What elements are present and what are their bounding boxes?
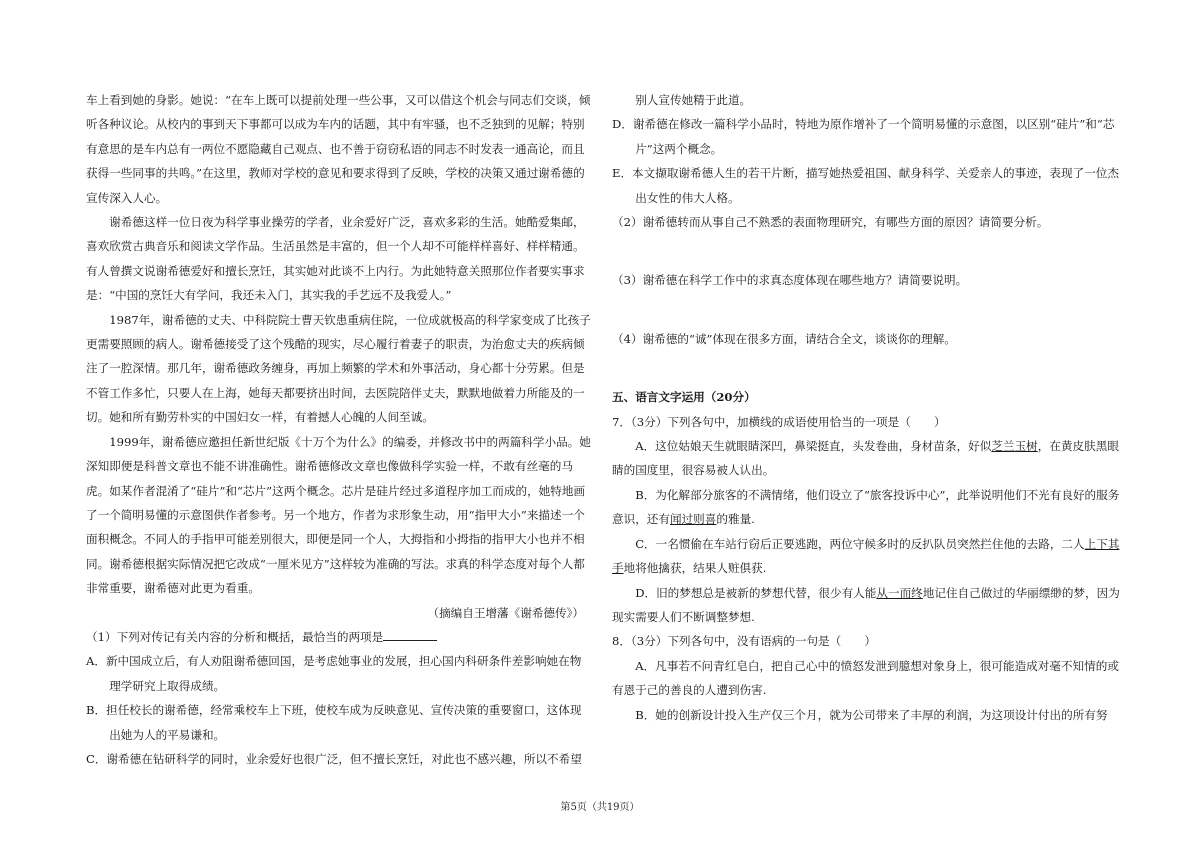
question-3: （3）谢希德在科学工作中的求真态度体现在哪些地方？请简要说明。 <box>612 273 968 288</box>
question-1-text: （1）下列对传记有关内容的分析和概括，最恰当的两项是 <box>86 629 384 644</box>
option-c: C．谢希德在钻研科学的同时，业余爱好也很广泛，但不擅长烹饪，对此也不感兴趣，所以不希望 <box>86 751 582 766</box>
right-column <box>612 88 1128 727</box>
answer-blank[interactable] <box>383 626 437 641</box>
answer-space <box>612 234 1128 268</box>
answer-space <box>612 351 1128 385</box>
option-e: E．本文撷取谢希德人生的若干片断，描写她热爱祖国、献身科学、关爱亲人的事迹，表现了一位杰出女性的伟大人格。 <box>612 166 1119 205</box>
q8-option-a: A．凡事若不问青红皂白，把自己心中的愤怒发泄到臆想对象身上，很可能造成对毫不知情的或有恩于己的善良的人遭到伤害. <box>612 658 1119 698</box>
q7-option-d-text-end: 地记住自己做过的华丽缥缈的梦，因为现实需要人们不断调整梦想. <box>612 585 1120 624</box>
q7-option-c <box>612 532 1128 581</box>
q7-option-a-text-end: ，在黄皮肤黑眼睛的国度里，很容易被人认出。 <box>612 439 1119 478</box>
paragraph: 车上看到她的身影。她说：“在车上既可以提前处理一些公事，又可以借这个机会与同志们交谈，倾听各种议论。从校内的事到天下事都可以成为车内的话题，其中有牢骚，也不乏独到的见解；特别有意思的是车内总有一两位不愿隐藏自己观点、也不善于窃窃私语的同志不时发表一通高论，而且获得一些同事的共鸣。”在这里，教师对学校的意见和要求得到了反映，学校的决策又通过谢希德的宣传深入人心。 <box>86 93 591 205</box>
question-2: （2）谢希德转而从事自己不熟悉的表面物理研究，有哪些方面的原因？请简要分析。 <box>612 215 1049 230</box>
q7-option-c-text: C．一名惯偷在车站行窃后正要逃跑，两位守候多时的反扒队员突然拦住他的去路，二人 <box>635 536 1085 551</box>
underlined-idiom: 芝兰玉树 <box>991 439 1038 454</box>
question-7-stem: 7．（3分）下列各句中，加横线的成语使用恰当的一项是（ ） <box>612 414 946 429</box>
answer-space <box>612 293 1128 327</box>
underlined-idiom: 上下其手 <box>612 536 1120 576</box>
paragraph: 1999年，谢希德应邀担任新世纪版《十万个为什么》的编委，并修改书中的两篇科学小品。她深知即便是科普文章也不能不讲准确性。谢希德修改文章也像做科学实验一样，不敢有丝毫的马虎。如某作者混淆了“硅片”和“芯片”这两个概念。芯片是硅片经过多道程序加工而成的，她特地画了一个简明易懂的示意图供作者参考。另一个地方，作者为求形象生动，用“指甲大小”来描述一个面积概念。不同人的手指甲可能差别很大，即便是同一个人，大拇指和小拇指的指甲大小也并不相同。谢希德根据实际情况把它改成“一厘米见方”这样较为准确的写法。求真的科学态度对每个人都非常重要，谢希德对此更为看重。 <box>86 434 591 596</box>
q7-option-a <box>612 434 1128 483</box>
left-column <box>86 88 592 771</box>
q7-option-d-text: D．旧的梦想总是被新的梦想代替，很少有人能 <box>635 585 877 600</box>
option-d: D．谢希德在修改一篇科学小品时，特地为原作增补了一个简明易懂的示意图，以区别“硅片”和“芯片”这两个概念。 <box>612 117 1115 156</box>
page-footer: 第5页（共19页） <box>560 802 640 813</box>
underlined-idiom: 从一而终 <box>876 585 923 600</box>
paragraph: 1987年，谢希德的丈夫、中科院院士曹天钦患重病住院，一位成就极高的科学家变成了比孩子更需要照顾的病人。谢希德接受了这个残酷的现实，尽心履行着妻子的职责，为治愈丈夫的疾病倾注了一腔深情。那几年，谢希德政务缠身，再加上频繁的学术和外事活动，身心都十分劳累。但是不管工作多忙，只要人在上海，她每天都要挤出时间，去医院陪伴丈夫，默默地做着力所能及的一切。她和所有勤劳朴实的中国妇女一样，有着撼人心魄的人间至诚。 <box>86 312 591 425</box>
section-heading: 五、语言文字运用（20分） <box>612 390 756 405</box>
q7-option-b-text-end: 的雅量. <box>716 512 755 527</box>
q7-option-b <box>612 483 1128 532</box>
q7-option-c-text-end: 地将他擒获，结果人赃俱获. <box>623 561 767 576</box>
q7-option-b-text: B．为化解部分旅客的不满情绪，他们设立了“旅客投诉中心”，此举说明他们不光有良好的服务意识，还有 <box>612 487 1120 527</box>
underlined-idiom: 闻过则喜 <box>669 512 717 527</box>
question-8-stem: 8．（3分）下列各句中，没有语病的一句是（ ） <box>612 634 877 649</box>
paragraph: 谢希德这样一位日夜为科学事业操劳的学者，业余爱好广泛，喜欢多彩的生活。她酷爱集邮，喜欢欣赏古典音乐和阅读文学作品。生活虽然是丰富的，但一个人却不可能样样喜好、样样精通。有人曾撰文说谢希德爱好和擅长烹饪，其实她对此谈不上内行。为此她特意关照那位作者要实事求是：“中国的烹饪大有学问，我还未入门，其实我的手艺远不及我爱人。” <box>86 215 585 303</box>
question-4: （4）谢希德的“诚”体现在很多方面，请结合全文，谈谈你的理解。 <box>612 331 956 346</box>
option-c-continued: 别人宣传她精于此道。 <box>635 93 752 107</box>
q7-option-d <box>612 581 1128 630</box>
question-1-stem <box>86 625 592 649</box>
option-b: B．担任校长的谢希德，经常乘校车上下班，使校车成为反映意见、宣传决策的重要窗口，这体现出她为人的平易谦和。 <box>86 703 582 742</box>
option-a: A．新中国成立后，有人劝阻谢希德回国，是考虑她事业的发展，担心国内科研条件差影响她在物理学研究上取得成绩。 <box>86 654 582 693</box>
q8-option-b: B．她的创新设计投入生产仅三个月，就为公司带来了丰厚的利润，为这项设计付出的所有努 <box>635 707 1108 722</box>
q7-option-a-text: A．这位姑娘天生就眼睛深凹，鼻梁挺直，头发卷曲，身材苗条，好似 <box>635 439 992 454</box>
source-citation: （摘编自王增藩《谢希德传》） <box>427 605 584 620</box>
